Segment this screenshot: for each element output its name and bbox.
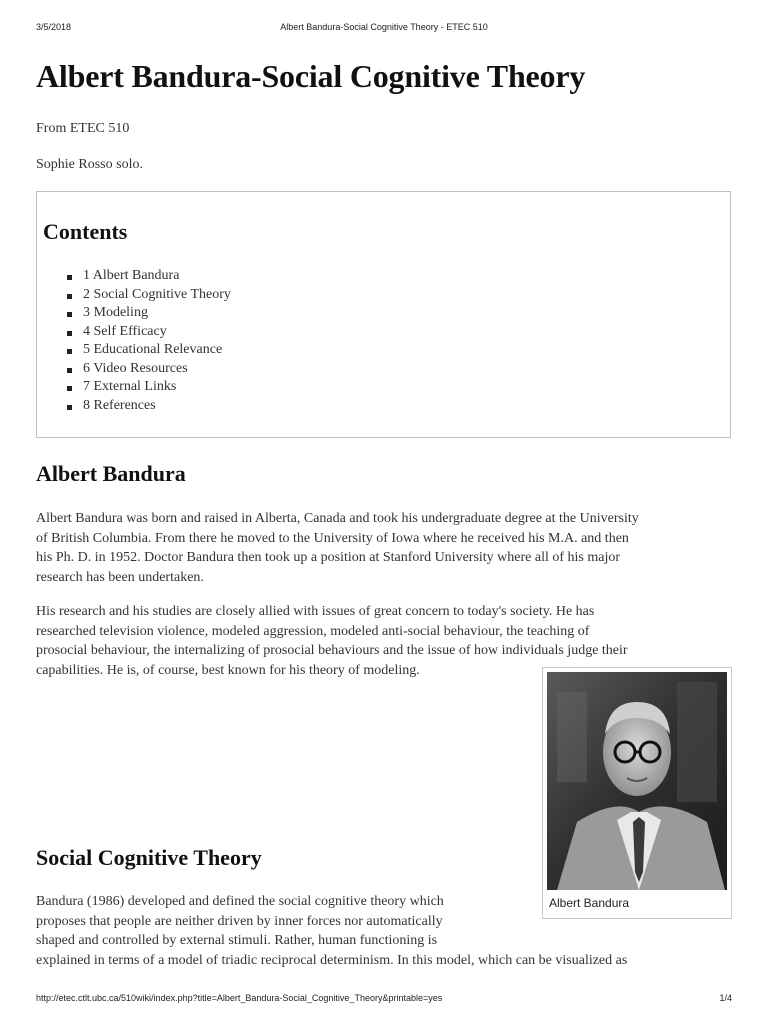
table-of-contents — [36, 191, 731, 438]
author-note: Sophie Rosso solo. — [36, 157, 143, 172]
print-doc-title: Albert Bandura-Social Cognitive Theory - ETEC 510 — [280, 22, 488, 32]
toc-heading: Contents — [43, 219, 128, 244]
bandura-paragraph-1 — [36, 509, 639, 587]
figure-caption: Albert Bandura — [549, 896, 630, 910]
text-line: Albert Bandura was born and raised in Alberta, Canada and took his undergraduate degree at the University — [36, 511, 639, 526]
text-line: research has been undertaken. — [36, 569, 204, 585]
text-line: his Ph. D. in 1952. Doctor Bandura then took up a position at Stanford University where all of his major — [36, 550, 621, 565]
toc-list — [67, 267, 231, 415]
toc-item-albert-bandura[interactable]: 1 Albert Bandura — [67, 267, 231, 286]
text-line: researched television violence, modeled aggression, modeled anti-social behaviour, the teaching of — [36, 623, 590, 639]
toc-item-external-links[interactable]: 7 External Links — [67, 378, 231, 397]
toc-item-educational-relevance[interactable]: 5 Educational Relevance — [67, 341, 231, 360]
print-header — [36, 22, 732, 34]
text-line: explained in terms of a model of triadic reciprocal determinism. In this model, which can be visualized as — [36, 952, 628, 968]
toc-item-social-cognitive-theory[interactable]: 2 Social Cognitive Theory — [67, 286, 231, 305]
text-line: proposes that people are neither driven by inner forces nor automatically — [36, 913, 443, 929]
section-heading-social-cognitive-theory: Social Cognitive Theory — [36, 845, 262, 870]
text-line: Bandura (1986) developed and defined the social cognitive theory which — [36, 894, 444, 909]
print-url: http://etec.ctlt.ubc.ca/510wiki/index.php?title=Albert_Bandura-Social_Cognitive_Theory&printable=yes — [36, 993, 443, 1003]
toc-item-video-resources[interactable]: 6 Video Resources — [67, 360, 231, 379]
text-line: His research and his studies are closely allied with issues of great concern to today's society. He has — [36, 604, 595, 619]
toc-item-references[interactable]: 8 References — [67, 397, 231, 416]
section-heading-albert-bandura: Albert Bandura — [36, 461, 186, 486]
print-date: 3/5/2018 — [36, 22, 72, 32]
bandura-paragraph-2 — [36, 602, 628, 680]
text-line: prosocial behaviour, the internalizing of prosocial behaviours and the issue of how individuals judge their — [36, 643, 628, 658]
bandura-photo[interactable] — [547, 672, 727, 890]
source-line: From ETEC 510 — [36, 121, 130, 136]
portrait-image — [547, 672, 727, 890]
print-footer — [36, 993, 732, 1005]
print-page-number: 1/4 — [719, 993, 732, 1003]
page-title: Albert Bandura-Social Cognitive Theory — [36, 58, 586, 94]
toc-item-modeling[interactable]: 3 Modeling — [67, 304, 231, 323]
text-line: shaped and controlled by external stimuli. Rather, human functioning is — [36, 933, 438, 948]
text-line: of British Columbia. From there he moved to the University of Iowa where he received his M.A. and then — [36, 530, 629, 546]
bandura-figure — [542, 667, 732, 919]
sct-paragraph-1 — [36, 892, 630, 970]
text-line: capabilities. He is, of course, best known for his theory of modeling. — [36, 662, 420, 678]
toc-item-self-efficacy[interactable]: 4 Self Efficacy — [67, 323, 231, 342]
